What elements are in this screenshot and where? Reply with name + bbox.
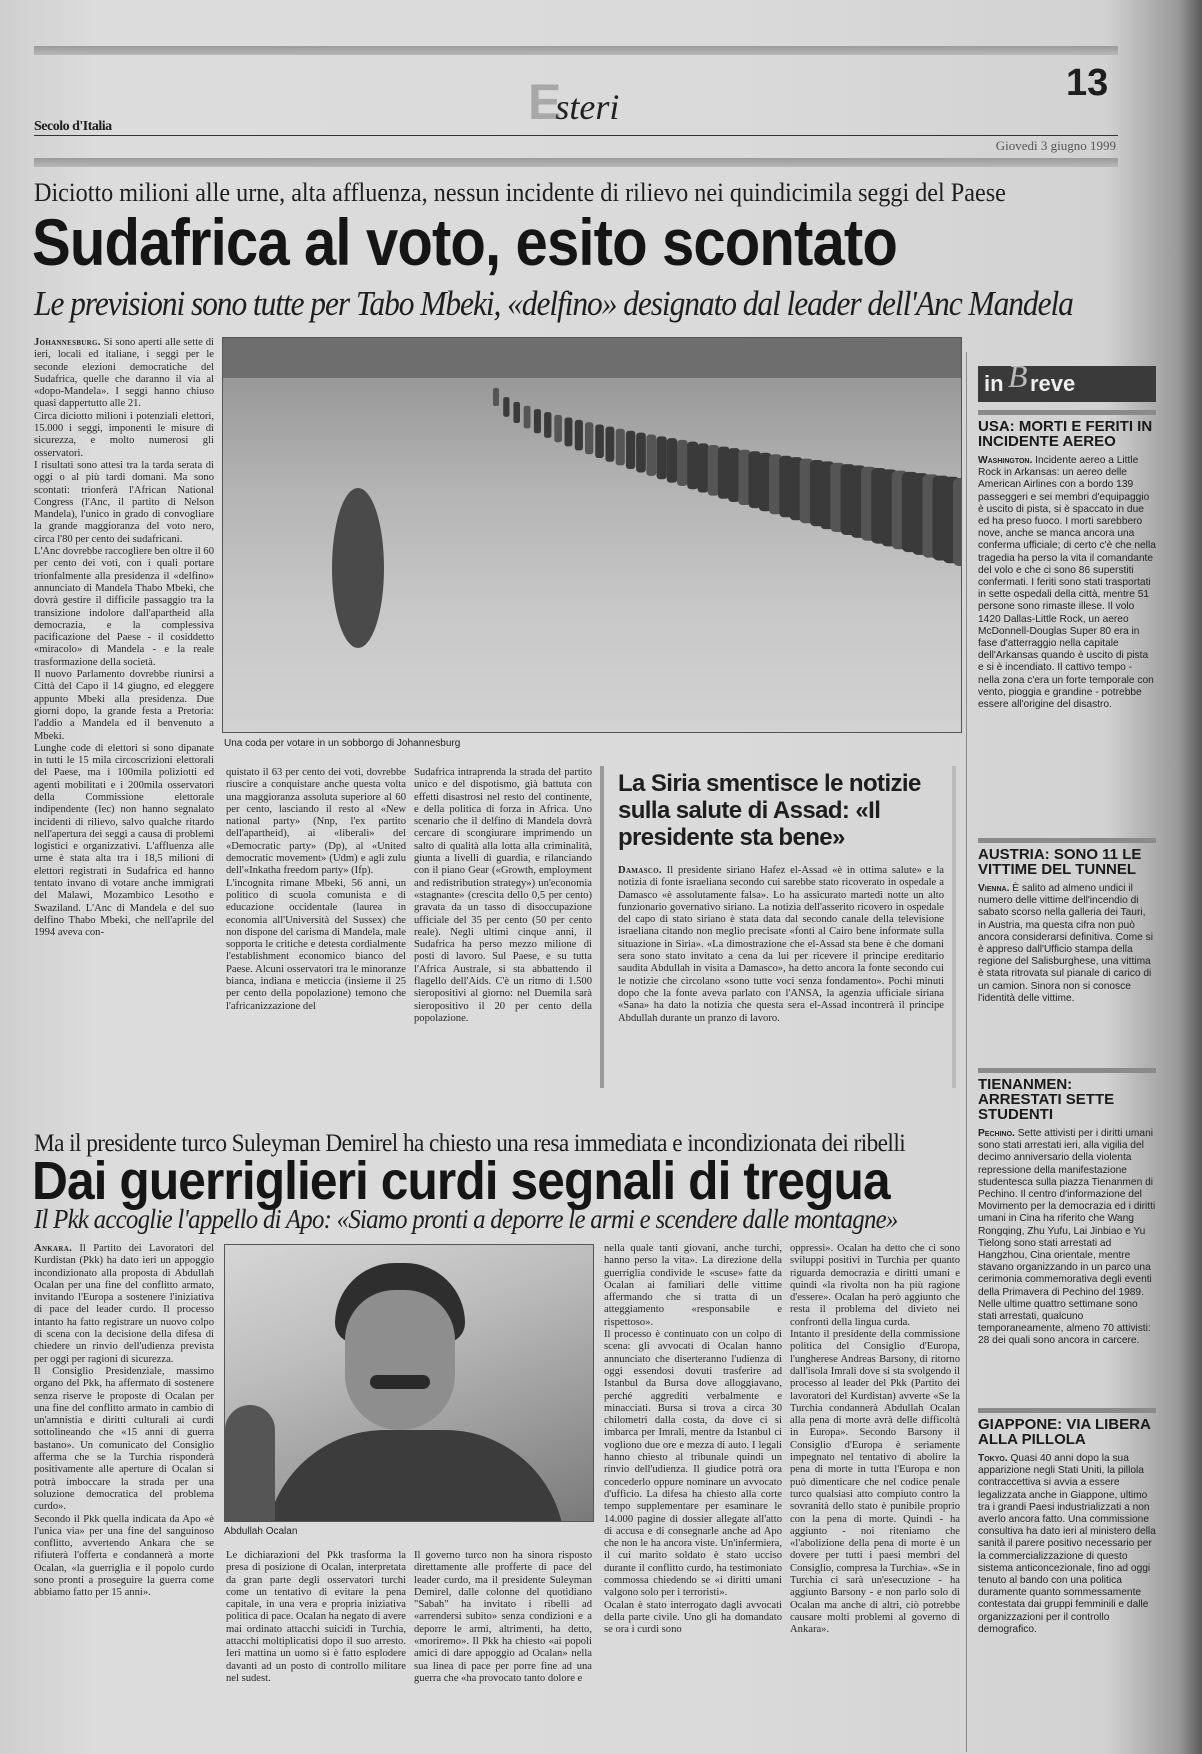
brief-title: TIENANMEN: ARRESTATI SETTE STUDENTI (978, 1068, 1156, 1122)
voter-figure (708, 445, 720, 496)
curdi-headline: Dai guerriglieri curdi segnali di tregua (32, 1151, 890, 1211)
brief-usa (978, 410, 1156, 711)
voter-figure (554, 415, 562, 442)
brief-austria (978, 838, 1156, 1005)
sudafrica-subhead: Le previsioni sono tutte per Tabo Mbeki, «delfino» designato dal leader dell'Anc Mandela (34, 284, 1073, 323)
voter-figure (718, 447, 730, 499)
horizon-trees (223, 338, 961, 378)
paper-name: Secolo d'Italia (34, 119, 112, 134)
portrait-mustache-shape (370, 1375, 430, 1389)
siria-box (600, 766, 956, 1088)
brief-tienanmen (978, 1068, 1156, 1348)
masthead-bottom-band (34, 158, 1118, 167)
voter-figure (503, 397, 509, 417)
masthead-rule (34, 135, 1118, 136)
voter-figure (585, 422, 593, 454)
portrait-body-shape (265, 1430, 565, 1522)
voter-figure (616, 429, 625, 466)
section-title (528, 74, 620, 130)
voter-figure (565, 417, 573, 446)
voters-queue-image (223, 338, 961, 732)
brief-body: È salito ad almeno undici il numero delle vittime dell'incendio di sabato scorso nella galleria dei Tauri, in Austria, ma questa cifra non può ancora considerarsi definitiva. Come si è appreso dall'Ufficio stampa della regione del Salisburghese, una vittima è stata ritrovata sul pianale di carico di un camion. Sinora non si conosce l'identità delle vittime. (978, 883, 1153, 1004)
sudafrica-photo-caption: Una coda per votare in un sobborgo di Johannesburg (224, 738, 461, 749)
section-title-initial: E (528, 74, 562, 130)
in-breve-in: in (984, 371, 1004, 396)
voter-figure (667, 438, 678, 482)
brief-dateline: Vienna. (978, 883, 1010, 894)
brief-dateline: Tokyo. (978, 1453, 1008, 1464)
voter-figure (953, 478, 961, 566)
voter-figure (697, 443, 708, 492)
siria-headline: La Siria smentisce le notizie sulla salute di Assad: «Il presidente sta bene» (618, 770, 921, 851)
in-breve-b: B (1008, 358, 1028, 394)
curdi-column-5: oppressi». Ocalan ha detto che ci sono sviluppi positivi in Turchia per quanto riguarda democrazia e diritti umani e quindi «la rivolta non ha più ragione d'essere». Ocalan ha però aggiunto che resta il problema del divieto nei confronti della lingua curda. Intanto il presidente della commissione politica del Consiglio d'Europa, l'ungherese Andreas Barsony, di ritorno dall'isola Imrali dove si sta svolgendo il processo al leader del Pkk (Partito dei lavoratori del Kurdistan) avverte «Se la Turchia condannerà Abdullah Ocalan alla pena di morte avrà delle difficoltà in Europa». Secondo Barsony il Consiglio d'Europa è seriamente impegnato nel tentativo di abolire la pena di morte in tutta l'Europa e non può dimenticare che nel codice penale turco qualsiasi atto compiuto contro la sovranità dello stato è punibile proprio con la pena di morte. Quindi - ha aggiunto - noi riteniamo che «l'abolizione della pena di morte è un dovere per tutti i paesi membri del Consiglio, compresa la Turchia». «Se in Turchia ci sarà un'esecuzione - ha aggiunto Barsony - e non parlo solo di Ocalan ma anche di altri, ciò potrebbe causare molti problemi al governo di Ankara». (790, 1243, 960, 1636)
portrait-background-figure (225, 1405, 275, 1522)
brief-text (978, 455, 1156, 711)
brief-title: AUSTRIA: SONO 11 LE VITTIME DEL TUNNEL (978, 838, 1156, 877)
brief-body: Quasi 40 anni dopo la sua apparizione negli Stati Uniti, la pillola contraccettiva si avvia a essere legalizzata anche in Giappone, ultimo tra i grandi Paesi industrializzati a non averlo ancora fatto. Una commissione consultiva ha dato ieri al ministero della sanità il parere positivo necessario per la commercializzazione di questo sistema anticoncezionale, fino ad oggi tenuto al bando con una politica duramente quanto sommessamente contestata dai gruppi femminili e dalle organizzazioni per il controllo demografico. (978, 1453, 1156, 1635)
curdi-kicker: Ma il presidente turco Suleyman Demirel ha chiesto una resa immediata e incondizionata dei ribelli (34, 1130, 906, 1157)
brief-dateline: Washington. (978, 455, 1033, 466)
voter-figure (687, 442, 698, 490)
brief-title: GIAPPONE: VIA LIBERA ALLA PILLOLA (978, 1408, 1156, 1447)
sudafrica-text-1: Si sono aperti alle sette di ieri, locali ed italiane, i seggi per le seconde elezioni democratiche del Sudafrica, quelle che daranno il via al «dopo-Mandela». I seggi hanno chiuso quasi dappertutto alle 21. Circa diciotto milioni i potenziali elettori, 15.000 i seggi, imponenti le misure di sicurezza, e molto numerosi gli osservatori. I risultati sono attesi tra la tarda serata di oggi o al più tardi domani. Ma sono scontati: trionferà l'African National Congress (l'Anc, il partito di Nelson Mandela), l'unico in grado di convogliare la grande maggioranza del voto nero, circa l'80 per cento dei sudafricani. L'Anc dovrebbe raccogliere ben oltre il 60 per cento dei voti, con i quali portare trionfalmente alla presidenza il «delfino» annunciato di Mandela Thabo Mbeki, che dovrà gestire il difficile passaggio tra la transizione indolore dall'apartheid alla democrazia, e la complessiva pacificazione del Paese - il cosiddetto «miracolo» di Mandela - e la reale trasformazione della società. Il nuovo Parlamento dovrebbe riunirsi a Città del Capo il 14 giugno, ed eleggere appunto Mbeki alla presidenza. Due giorni dopo, la grande festa a Pretoria: l'addio a Mandela ed il benvenuto a Mbeki. Lunghe code di elettori si sono dipanate in tutti le 15 mila circoscrizioni elettorali del Paese, ma i 100mila poliziotti ed agenti mobilitati e i 200mila osservatori della Commissione elettorale indipendente (Iec) non hanno segnalato incidenti di rilievo, salvo qualche ritardo nell'apertura dei seggi a causa di problemi logistici e organizzativi. L'affluenza alle urne è stata alta tra i 18,5 milioni di elettori registrati in Sudafrica ed hanno tentato invano di votare anche immigrati del Malawi, Mozambico Lesotho e Swaziland. L'Anc di Mandela e del suo delfino Thabo Mbeki, che nell'aprile del 1994 aveva con- (34, 337, 214, 939)
voter-figure (626, 431, 635, 469)
siria-body (618, 865, 944, 1055)
issue-date: Giovedì 3 giugno 1999 (995, 138, 1116, 153)
voter-figure (677, 440, 688, 486)
voter-figure (646, 435, 656, 476)
voter-figure (636, 433, 646, 473)
siria-text: Il presidente siriano Hafez el-Assad «è in ottima salute» e la notizia di fonte israeliana secondo cui sarebbe stato ricoverato in ospedale a Damasco «è assolutamente falsa». Lo ha assicurato martedì notte un alto funzionario governativo siriano. La notizia dell'asserito ricovero in ospedale del capo di stato siriano è stata data dal secondo canale della televisione israeliana citando non meglio precisate «fonti al Cairo bene informate sulla situazione in Siria». «La dimostrazione che el-Assad sta bene è che domani sera sono stato invitato a cena da lui per ricevere il principe ereditario saudita Abdullah in visita a Damasco», ha detto ancora la fonte secondo cui le notizie che circolano «sono tutte voci senza fondamento». Pochi minuti dopo che la fonte aveva parlato con l'ANSA, la agenzia ufficiale siriana «Sana» ha dato la notizia che questa sera el-Assad incontrerà il principe Abdullah durante un pranzo di lavoro. (618, 865, 944, 1024)
brief-body: Incidente aereo a Little Rock in Arkansas: un aereo delle American Airlines con a bordo 139 passeggeri e sei membri d'equipaggio è uscito di pista, si è spaccato in due ed ha preso fuoco. I morti sarebbero nove, anche se manca ancora una conferma ufficiale; di certo c'è che nella tragedia ha perso la vita il comandante del volo e che ci sono 86 superstiti confermati. I feriti sono stati trasportati in sette ospedali della città, mentre 51 persone sono rimaste illese. Il volo 1420 Dallas-Little Rock, un aereo McDonnell-Douglas Super 80 era in fase d'atterraggio nella capitale dell'Arkansas quando è uscito di pista e si è incendiato. Il cattivo tempo - nella zona c'era un forte temporale con vento, pioggia e grandine - potrebbe essere all'origine del disastro. (978, 455, 1156, 711)
portrait-face-shape (345, 1290, 455, 1430)
sudafrica-column-3: Sudafrica intraprenda la strada del partito unico e del dispotismo, già battuta con effetti disastrosi nel resto del continente, e della politica di forza in Africa. Uno scenario che il delfino di Mandela dovrà cercare di scongiurare imprimendo un salto di qualità alla lotta alla criminalità, giunta a livelli di guardia, e rilanciando con il piano Gear («Growth, employment and redistribution strategy») un'economia «stagnante» (crescita dello 0,5 per cento) gravata da un tasso di disoccupazione ufficiale del 35 per cento (50 per cento reale). Negli ultimi cinque anni, il Sudafrica ha perso mezzo milione di posti di lavoro. Sul Paese, e su tutta l'Africa Australe, si sta abbattendo il flagello dell'Aids. C'è un ritmo di 1.500 sieropositivi al giorno: nel Duemila sarà sieropositivo il 20 per cento della popolazione. (414, 767, 592, 1024)
curdi-column-2: Le dichiarazioni del Pkk trasforma la presa di posizione di Ocalan, interpretata da gran parte degli osservatori turchi come un tentativo di evitare la pena capitale, in una vera e propria iniziativa politica di pace. Ocalan ha negato di avere mai ordinato attacchi suicidi in Turchia, attacchi moltiplicatisi dopo il suo arresto. Ieri mattina un uomo si è fatto esplodere davanti ad un posto di controllo militare nel sudest. (226, 1550, 406, 1684)
brief-dateline: Pechino. (978, 1128, 1015, 1139)
sudafrica-photo (222, 337, 962, 733)
sudafrica-column-1 (34, 337, 214, 1079)
curdi-column-3: Il governo turco non ha sinora risposto direttamente alle profferte di pace del leader curdo, ma il presidente Suleyman Demirel, dalle colonne del quotidiano "Sabah" ha invitato i ribelli ad «arrendersi subito» senza condizioni e a deporre le armi, altrimenti, ha detto, «moriremo». Il Pkk ha chiesto «ai popoli amici di dare appoggio ad Ocalan» nella sua linea di pace per porre fine ad una guerra che «ha provocato tanto dolore e (414, 1550, 592, 1684)
voter-figure (534, 409, 541, 433)
curdi-column-1 (34, 1243, 214, 1748)
brief-text (978, 1128, 1156, 1348)
in-breve-header (978, 358, 1156, 402)
sidebar-border (966, 352, 967, 1752)
woman-walking-figure (332, 488, 384, 648)
ocalan-photo-caption: Abdullah Ocalan (224, 1526, 298, 1537)
ocalan-photo (224, 1244, 594, 1522)
brief-title: USA: MORTI E FERITI IN INCIDENTE AEREO (978, 410, 1156, 449)
curdi-subhead: Il Pkk accoglie l'appello di Apo: «Siamo pronti a deporre le armi e scendere dalle montagne» (34, 1204, 898, 1234)
brief-body: Sette attivisti per i diritti umani sono stati arrestati ieri, alla vigilia del decimo anniversario della violenta repressione della manifestazione studentesca sulla piazza Tienanmen di Pechino. Il centro d'informazione del Movimento per la democrazia ed i diritti umani in Cina ha riferito che Wang Rongqing, Zhu Yufu, Lai Jinbiao e Yu Tielong sono stati arrestati ad Hangzhou, Cina orientale, mentre stavano organizzando in un parco una cerimonia commemorativa degli eventi della Primavera di Pechino del 1989. Nelle ultime quattro settimane sono stati arrestati, qualcuno temporaneamente, almeno 70 attivisti: 28 dei quali sono ancora in carcere. (978, 1128, 1156, 1347)
brief-text (978, 1453, 1156, 1636)
in-breve-rest: reve (1030, 371, 1076, 396)
sudafrica-dateline: Johannesburg. (34, 337, 101, 348)
voter-figure (657, 436, 667, 479)
voter-figure (595, 425, 604, 459)
sudafrica-headline: Sudafrica al voto, esito scontato (32, 205, 897, 279)
section-title-rest: steri (555, 87, 620, 127)
page-number: 13 (1066, 62, 1109, 104)
voter-figure (493, 388, 499, 406)
masthead-top-band (34, 46, 1118, 55)
siria-dateline: Damasco. (618, 865, 662, 876)
voter-figure (524, 406, 531, 429)
voter-figure (544, 412, 551, 438)
voter-figure (575, 420, 583, 450)
curdi-text-1: Il Partito dei Lavoratori del Kurdistan (Pkk) ha dato ieri un appoggio incondizionato alla proposta di Abdullah Ocalan per una fine del conflitto armato, invitando l'Europa a sostenere l'iniziativa di pace del leader curdo. Il processo intanto ha fatto registrare un nuovo colpo di scena con la decisione della difesa di chiedere un rinvio dell'udienza prevista per oggi per ragioni di sicurezza. Il Consiglio Presidenziale, massimo organo del Pkk, ha affermato di sostenere senza riserve le proposte di Ocalan per una fine del conflitto armato in cambio di un'amnistia e diritti culturali ai curdi sottolineando che «15 anni di guerra bastano». Un comunicato del Consiglio afferma che se la Turchia risponderà positivamente alle aperture di Ocalan si potrà imboccare la strada per una soluzione democratica del problema curdo». Secondo il Pkk quella indicata da Apo «è l'unica via» per una fine del sanguinoso conflitto, avvertendo Ankara che se rifiuterà l'offerta e condannerà a morte Ocalan, «la guerriglia e il popolo curdo sono pronti a proseguire la guerra come abbiamo fatto per 15 anni». (34, 1243, 214, 1599)
brief-giappone (978, 1408, 1156, 1636)
sudafrica-kicker: Diciotto milioni alle urne, alta affluenza, nessun incidente di rilievo nei quindicimila seggi del Paese (34, 178, 1006, 207)
voter-figure (605, 427, 614, 462)
curdi-column-4: nella quale tanti giovani, anche turchi, hanno perso la vita». La direzione della guerriglia condivide le «scuse» fatte da Ocalan ai familiari delle vittime affermando che si tratta di un atteggiamento «responsabile e rispettoso». Il processo è continuato con un colpo di scena: gli avvocati di Ocalan hanno annunciato che diserteranno l'udienza di oggi essendosi dovuti trasferire ad Istanbul da Bursa dove alloggiavano, perché aggrediti verbalmente e minacciati. Bursa si trova a circa 30 chilometri dalla costa, da dove ci si imbarca per Imrali, mentre da Istanbul ci vogliono due ore e mezza di auto. I legali hanno chiesto al tribunale quindi un rinvio dell'udienza. Il giudice potrà ora concederlo oppure nominare un avvocato d'ufficio. La difesa ha chiesto alla corte tempo supplementare per esaminare le 14.000 pagine di dossier allegate all'atto di accusa e di consegnarle anche ad Apo che non le ha ancora viste. Un'infermiera, il cui marito soldato è stato ucciso durante il conflitto curdo, ha testimoniato commossa chiedendo se «i diritti umani valgono solo per i terroristi». Ocalan è stato interrogato dagli avvocati della parte civile. Uno gli ha domandato se ora i curdi sono (604, 1243, 782, 1636)
voter-figure (513, 402, 520, 423)
brief-text (978, 883, 1156, 1005)
curdi-dateline: Ankara. (34, 1243, 73, 1254)
sudafrica-column-2: quistato il 63 per cento dei voti, dovrebbe riuscire a conquistare anche questa volta una maggioranza assoluta superiore al 60 per cento, lasciando il resto al «New national party» (Nnp, l'ex partito dell'apartheid), ai «liberali» del «Democratic party» (Dp), al «United democratic movement» (Udm) e agli zulu dell'«Inkatha freedom party» (Ifp). L'incognita rimane Mbeki, 56 anni, un politico di scuola comunista e di educazione occidentale (laurea in economia all'Università del Sussex) che non dispone del carisma di Mandela, male sopporta le critiche e detesta cordialmente l'establishment economico bianco del Paese. Alcuni osservatori tra le minoranze bianca, indiana e meticcia (insieme il 25 per cento della popolazione) temono che l'africanizzazione del (226, 767, 406, 1012)
